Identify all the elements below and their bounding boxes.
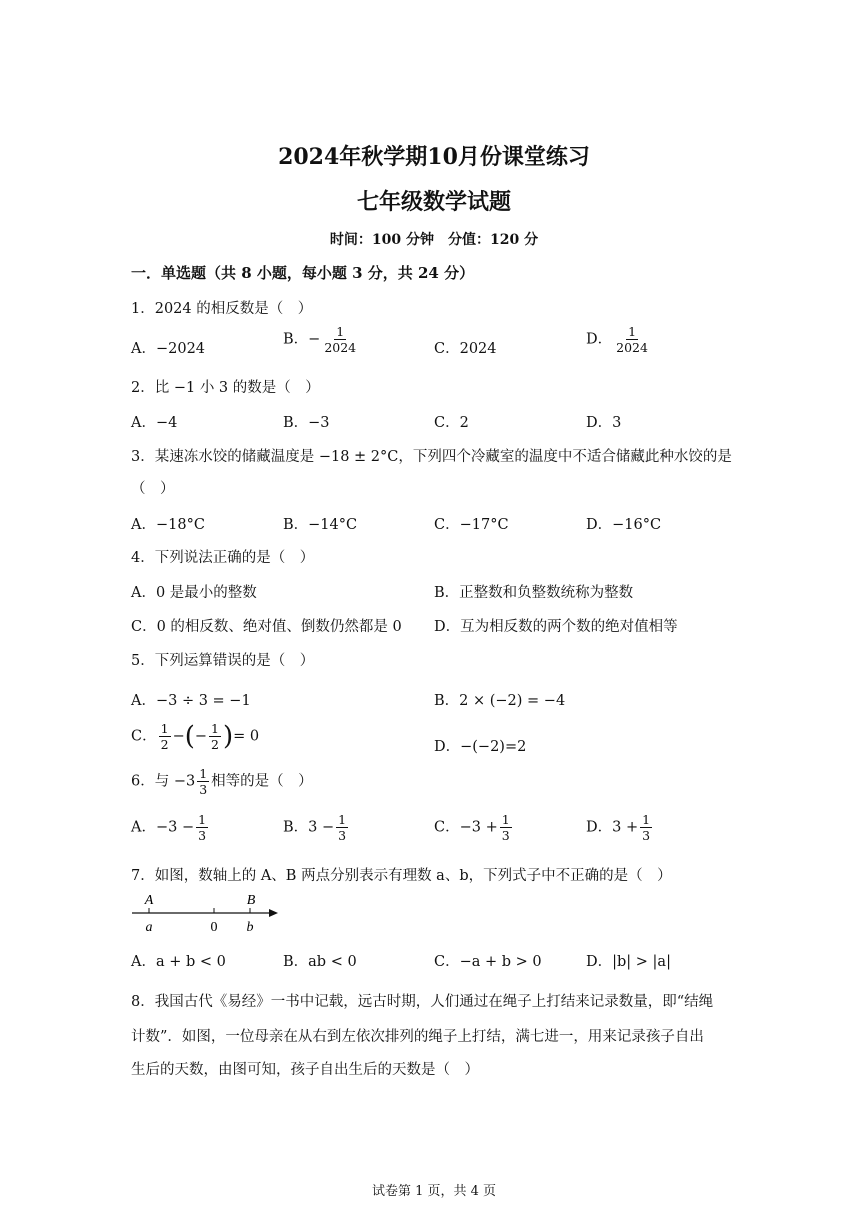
question-2-stem: 2．比 −1 小 3 的数是（ ） [131, 380, 320, 396]
point-B-label: B [246, 893, 256, 908]
question-3-stem: 3．某速冻水饺的储藏温度是 −18 ± 2°C，下列四个冷藏室的温度中不适合储藏此种水饺的是 [131, 449, 732, 465]
point-A-label: A [144, 893, 154, 908]
q2-option-b: B．−3 [283, 415, 330, 431]
q2-option-c: C．2 [434, 415, 469, 431]
q7-option-c: C．−a + b > 0 [434, 954, 542, 970]
exam-subtitle: 七年级数学试题 [356, 189, 511, 215]
q7-option-a: A．a + b < 0 [131, 954, 226, 970]
q5-option-a: A．−3 ÷ 3 = −1 [131, 693, 251, 709]
question-7-stem: 7．如图，数轴上的 A、B 两点分别表示有理数 a、b，下列式子中不正确的是（ ） [131, 868, 672, 884]
question-4-stem: 4．下列说法正确的是（ ） [131, 550, 315, 566]
q3-option-c: C．−17°C [434, 517, 509, 533]
question-5-stem: 5．下列运算错误的是（ ） [131, 653, 315, 669]
q4-option-d: D．互为相反数的两个数的绝对值相等 [434, 619, 678, 635]
a-label: a [145, 920, 153, 935]
exam-meta: 时间：100 分钟 分值：120 分 [329, 232, 539, 248]
q2-option-d: D．3 [586, 415, 622, 431]
question-1-stem: 1．2024 的相反数是（ ） [131, 301, 313, 317]
q3-option-b: B．−14°C [283, 517, 358, 533]
page-footer: 试卷第 1 页，共 4 页 [371, 1184, 497, 1199]
q7-option-b: B．ab < 0 [283, 954, 357, 970]
q4-option-b: B．正整数和负整数统称为整数 [434, 585, 634, 601]
q6-option-b: B．3 − $\frac{1}{3}$ [283, 812, 347, 844]
q6-option-c: C．−3 + $\frac{1}{3}$ [434, 812, 510, 844]
q6-option-d: D．3 + $\frac{1}{3}$ [586, 812, 651, 844]
q5-option-c: C． $\frac{1}{2}$ −(− $\frac{1}{2}$ )= 0 [131, 721, 260, 753]
q1-option-a: A．−2024 [131, 341, 206, 357]
q1-option-d: D． $\frac{1}{2024}$ [586, 324, 648, 356]
q6-option-a: A．−3 − $\frac{1}{3}$ [131, 812, 207, 844]
q4-option-a: A．0 是最小的整数 [131, 585, 257, 601]
number-line-arrow [269, 909, 278, 917]
question-6-stem: 6．与 −3 $\frac{1}{3}$ 相等的是（ ） [131, 766, 313, 798]
q2-option-a: A．−4 [131, 415, 178, 431]
question-8-line-1: 8．我国古代《易经》一书中记载，远古时期，人们通过在绳子上打结来记录数量，即“结绳 [131, 994, 714, 1010]
zero-label: 0 [210, 920, 218, 935]
exam-title: 2024年秋学期10月份课堂练习 [278, 144, 590, 170]
section-heading: 一．单选题（共 8 小题，每小题 3 分，共 24 分） [131, 264, 475, 282]
question-8-line-3: 生后的天数，由图可知，孩子自出生后的天数是（ ） [131, 1062, 479, 1078]
question-3-stem-cont: （ ） [131, 481, 175, 497]
q4-option-c: C．0 的相反数、绝对值、倒数仍然都是 0 [131, 619, 402, 635]
number-line-figure [128, 888, 288, 936]
q1-option-b: B．− $\frac{1}{2024}$ [283, 324, 357, 356]
question-8-line-2: 计数”．如图，一位母亲在从右到左依次排列的绳子上打结，满七进一，用来记录孩子自出 [131, 1029, 704, 1045]
q3-option-d: D．−16°C [586, 517, 662, 533]
q5-option-b: B．2 × (−2) = −4 [434, 693, 566, 709]
b-label: b [246, 920, 254, 935]
q3-option-a: A．−18°C [131, 517, 205, 533]
q1-option-c: C．2024 [434, 341, 497, 357]
q5-option-d: D．−(−2)=2 [434, 739, 527, 755]
q7-option-d: D．|b| > |a| [586, 954, 671, 970]
